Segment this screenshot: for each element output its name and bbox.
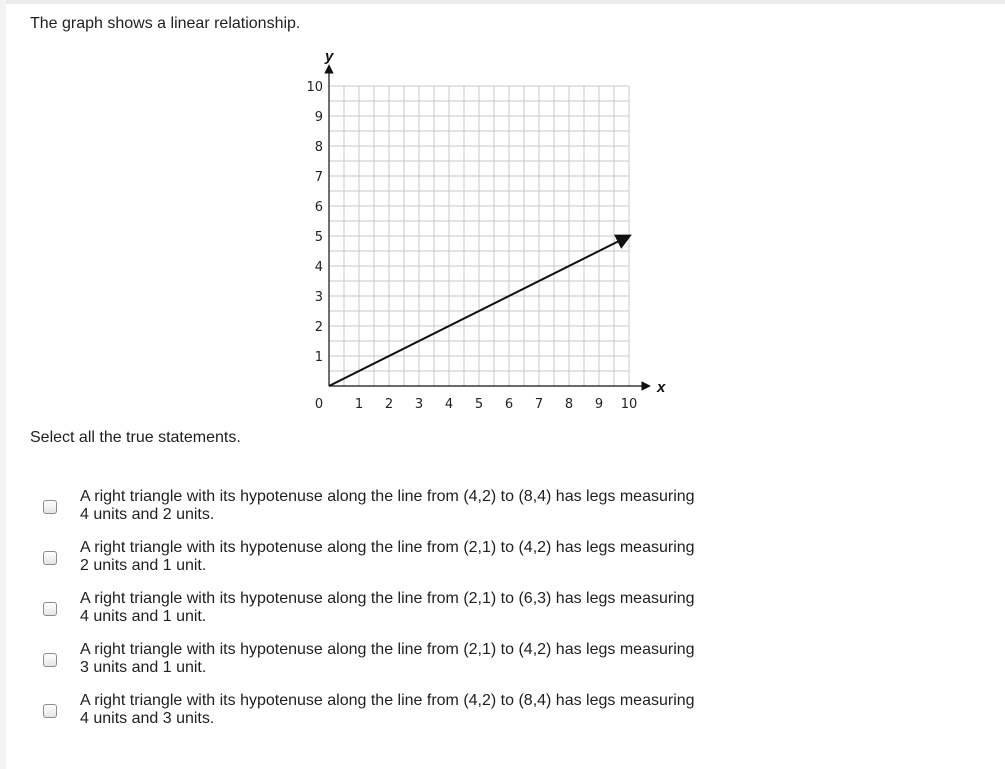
- instruction-text: Select all the true statements.: [30, 429, 241, 446]
- choice-1-checkbox[interactable]: [43, 500, 57, 514]
- choice-5-label[interactable]: A right triangle with its hypotenuse along the line from (4,2) to (8,4) has legs measuring 4 units and 3 units.: [80, 692, 695, 727]
- y-tick-label: 6: [314, 200, 323, 215]
- choice-2[interactable]: [0, 539, 720, 585]
- choice-4[interactable]: [0, 641, 720, 687]
- x-tick-label: 5: [474, 397, 484, 412]
- x-tick-label: 10: [620, 397, 638, 412]
- choice-1-label[interactable]: A right triangle with its hypotenuse along the line from (4,2) to (8,4) has legs measuring 4 units and 2 units.: [80, 488, 695, 523]
- choice-4-label[interactable]: A right triangle with its hypotenuse along the line from (2,1) to (4,2) has legs measuring 3 units and 1 unit.: [80, 641, 695, 676]
- question-prompt: The graph shows a linear relationship.: [30, 15, 301, 32]
- choice-4-checkbox[interactable]: [43, 653, 57, 667]
- x-axis-label: x: [657, 379, 666, 396]
- y-tick-label: 10: [306, 80, 323, 95]
- y-tick-label: 4: [314, 260, 323, 275]
- choice-2-checkbox[interactable]: [43, 551, 57, 565]
- y-tick-label: 1: [314, 350, 323, 365]
- x-tick-label: 3: [414, 397, 424, 412]
- y-axis-label: y: [325, 48, 334, 65]
- choice-1[interactable]: [0, 488, 720, 534]
- x-tick-label: 1: [354, 397, 364, 412]
- choice-3-label[interactable]: A right triangle with its hypotenuse along the line from (2,1) to (6,3) has legs measuring 4 units and 1 unit.: [80, 590, 695, 625]
- y-tick-label: 8: [314, 140, 323, 155]
- top-border: [0, 0, 1005, 4]
- choice-5-checkbox[interactable]: [43, 704, 57, 718]
- choice-5[interactable]: [0, 692, 720, 738]
- y-tick-label: 9: [314, 110, 323, 125]
- y-tick-label: 3: [314, 290, 323, 305]
- x-tick-label: 8: [564, 397, 574, 412]
- choice-2-label[interactable]: A right triangle with its hypotenuse along the line from (2,1) to (4,2) has legs measuring 2 units and 1 unit.: [80, 539, 695, 574]
- y-tick-label: 5: [314, 230, 323, 245]
- x-tick-label: 2: [384, 397, 394, 412]
- x-tick-label: 9: [594, 397, 604, 412]
- x-tick-label: 0: [314, 397, 324, 412]
- line-graph: [296, 42, 676, 422]
- choice-3[interactable]: [0, 590, 720, 636]
- choice-3-checkbox[interactable]: [43, 602, 57, 616]
- x-tick-label: 4: [444, 397, 454, 412]
- x-tick-label: 7: [534, 397, 544, 412]
- x-tick-label: 6: [504, 397, 514, 412]
- y-tick-label: 2: [314, 320, 323, 335]
- y-tick-label: 7: [314, 170, 323, 185]
